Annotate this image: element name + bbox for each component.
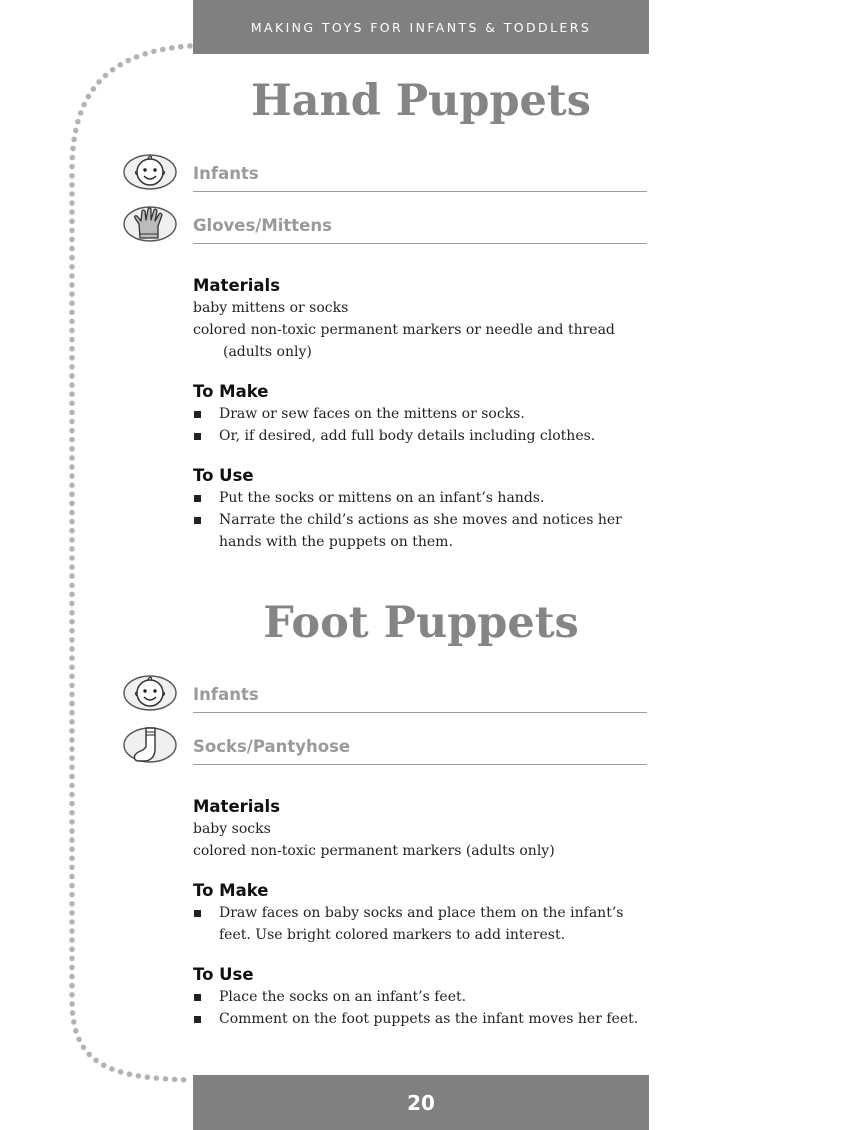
foot-materials-section [193, 796, 649, 862]
to-make-list [193, 403, 649, 447]
to-use-list [193, 986, 649, 1030]
list-item: Place the socks on an infant’s feet. [193, 986, 649, 1008]
to-make-heading: To Make [193, 881, 269, 900]
baby-face-icon [122, 152, 178, 192]
hand-to-make-section [193, 381, 649, 447]
foot-age-category-row [120, 671, 647, 715]
divider [193, 191, 647, 192]
foot-materials-category-row [120, 723, 647, 767]
page-number: 20 [407, 1090, 435, 1115]
hand-materials-category-row [120, 202, 647, 246]
to-make-list [193, 902, 649, 946]
materials-item: colored non-toxic permanent markers (adults only) [193, 843, 555, 859]
materials-heading: Materials [193, 797, 281, 816]
hand-materials-section [193, 275, 649, 363]
page-footer [193, 1075, 649, 1130]
materials-item: colored non-toxic permanent markers or needle and thread (adults only) [193, 322, 615, 360]
to-use-heading: To Use [193, 466, 254, 485]
running-header-title: MAKING TOYS FOR INFANTS & TODDLERS [250, 19, 592, 35]
to-use-list [193, 487, 649, 553]
list-item: Comment on the foot puppets as the infant moves her feet. [193, 1008, 649, 1030]
hand-age-category-row [120, 150, 647, 194]
foot-to-use-section [193, 964, 649, 1030]
divider [193, 243, 647, 244]
list-item: Draw or sew faces on the mittens or socks. [193, 403, 649, 425]
foot-puppets-title: Foot Puppets [263, 598, 579, 648]
materials-item: baby socks [193, 821, 271, 837]
to-use-heading: To Use [193, 965, 254, 984]
baby-face-icon [122, 673, 178, 713]
glove-icon [122, 204, 178, 244]
divider [193, 712, 647, 713]
list-item: Draw faces on baby socks and place them on the infant’s feet. Use bright colored markers to add interest. [193, 902, 649, 946]
hand-puppets-title: Hand Puppets [251, 76, 591, 126]
materials-heading: Materials [193, 276, 281, 295]
foot-age-label: Infants [193, 685, 259, 704]
running-header [193, 0, 649, 54]
list-item: Or, if desired, add full body details including clothes. [193, 425, 649, 447]
sock-icon [122, 725, 178, 765]
to-make-heading: To Make [193, 382, 269, 401]
foot-to-make-section [193, 880, 649, 946]
materials-item: baby mittens or socks [193, 300, 349, 316]
divider [193, 764, 647, 765]
hand-age-label: Infants [193, 164, 259, 183]
hand-materials-label: Gloves/Mittens [193, 216, 332, 235]
list-item: Narrate the child’s actions as she moves and notices her hands with the puppets on them. [193, 509, 649, 553]
foot-materials-label: Socks/Pantyhose [193, 737, 351, 756]
hand-to-use-section [193, 465, 649, 553]
list-item: Put the socks or mittens on an infant’s hands. [193, 487, 649, 509]
